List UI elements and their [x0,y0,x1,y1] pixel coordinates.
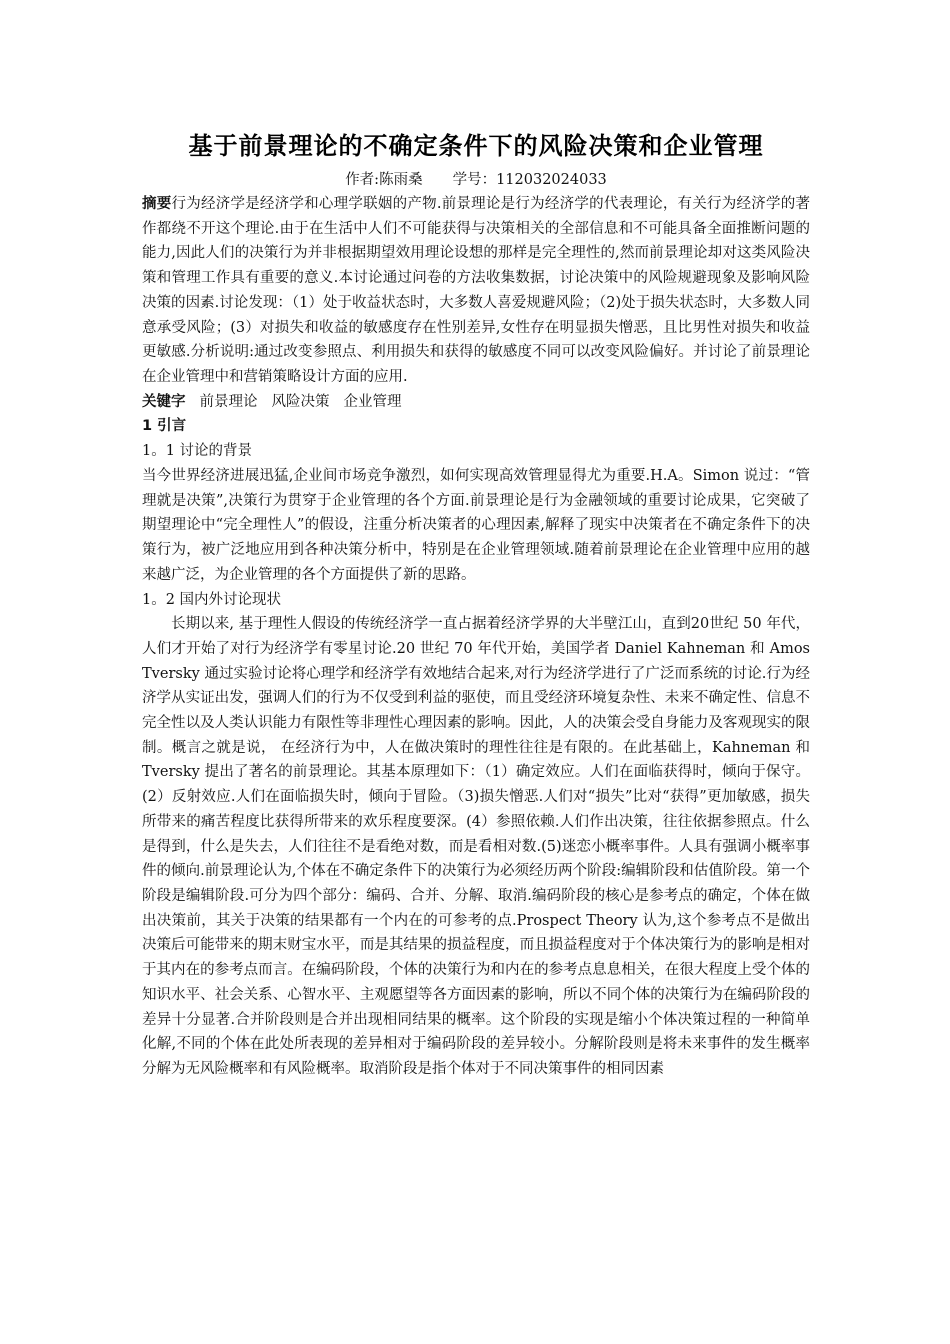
research-status-paragraph: 长期以来, 基于理性人假设的传统经济学一直占据着经济学界的大半壁江山，直到20世纪 50 年代，人们才开始了对行为经济学有零星讨论.20 世纪 70 年代开始，美国学者 Daniel Kahneman 和 Amos Tversky 通过实验讨论将心理学和经济学有效地结合起来,对行为经济学进行了广泛而系统的讨论.行为经济学从实证出发，强调人们的行为不仅受到利益的驱使，而且受经济环境复杂性、未来不确定性、信息不完全性以及人类认识能力有限性等非理性心理因素的影响。因此，人的决策会受自身能力及客观现实的限制。概言之就是说， 在经济行为中，人在做决策时的理性往往是有限的。在此基础上，Kahneman 和 Tversky 提出了著名的前景理论。其基本原理如下：（1）确定效应。人们在面临获得时，倾向于保守。(2）反射效应.人们在面临损失时，倾向于冒险。（3)损失憎恶.人们对“损失”比对“获得”更加敏感，损失所带来的痛苦程度比获得所带来的欢乐程度要深。(4）参照依赖.人们作出决策，往往依据参照点。什么是得到，什么是失去，人们往往不是看绝对数，而是看相对数.(5)迷恋小概率事件。人具有强调小概率事件的倾向.前景理论认为,个体在不确定条件下的决策行为必须经历两个阶段:编辑阶段和估值阶段。第一个阶段是编辑阶段.可分为四个部分：编码、合并、分解、取消.编码阶段的核心是参考点的确定，个体在做出决策前，其关于决策的结果都有一个内在的可参考的点.Prospect Theory 认为,这个参考点不是做出决策后可能带来的期末财宝水平，而是其结果的损益程度，而且损益程度对于个体决策行为的影响是相对于其内在的参考点而言。在编码阶段，个体的决策行为和内在的参考点息息相关，在很大程度上受个体的知识水平、社会关系、心智水平、主观愿望等各方面因素的影响，所以不同个体的决策行为在编码阶段的差异十分显著.合并阶段则是合并出现相同结果的概率。这个阶段的实现是缩小个体决策过程的一种简单化解,不同的个体在此处所表现的差异相对于编码阶段的差异较小。分解阶段则是将未来事件的发生概率分解为无风险概率和有风险概率。取消阶段是指个体对于不同决策事件的相同因素 [142,616,810,1077]
document-title: 基于前景理论的不确定条件下的风险决策和企业管理 [188,132,764,160]
keywords-label: 关键字 [142,393,186,410]
section-heading-introduction: 1 引言 [142,418,187,435]
keyword-item: 前景理论 [199,393,258,410]
background-paragraph: 当今世界经济进展迅猛,企业间市场竞争激烈，如何实现高效管理显得尤为重要.H.A。Simon 说过：“管理就是决策”,决策行为贯穿于企业管理的各个方面.前景理论是行为金融领域的重要讨论成果，它突破了期望理论中“完全理性人”的假设，注重分析决策者的心理因素,解释了现实中决策者在不确定条件下的决策行为，被广泛地应用到各种决策分析中，特别是在企业管理领域.随着前景理论在企业管理中应用的越来越广泛，为企业管理的各个方面提供了新的思路。 [142,468,810,583]
author-name: 作者:陈雨桑 [345,172,423,188]
subsection-heading-research-status: 1。2 国内外讨论现状 [142,591,282,608]
abstract-label: 摘要 [142,196,172,212]
author-line [142,170,810,190]
document-content [142,130,810,1082]
abstract-text: 行为经济学是经济学和心理学联姻的产物.前景理论是行为经济学的代表理论，有关行为经济学的著作都绕不开这个理论.由于在生活中人们不可能获得与决策相关的全部信息和不可能具备全面推断问题的能力,因此人们的决策行为并非根据期望效用理论设想的那样是完全理性的,然而前景理论却对这类风险决策和管理工作具有重要的意义.本讨论通过问卷的方法收集数据，讨论决策中的风险规避现象及影响风险决策的因素.讨论发现：（1）处于收益状态时，大多数人喜爱规避风险；（2)处于损失状态时，大多数人同意承受风险；(3）对损失和收益的敏感度存在性别差异,女性存在明显损失憎恶，且比男性对损失和收益更敏感.分析说明:通过改变参照点、利用损失和获得的敏感度不同可以改变风险偏好。并讨论了前景理论在企业管理中和营销策略设计方面的应用. [142,196,810,385]
student-id: 学号：112032024033 [452,172,607,188]
keyword-item: 企业管理 [343,393,402,410]
keywords-line [142,390,810,415]
subsection-heading-background: 1。1 讨论的背景 [142,443,253,460]
keyword-item: 风险决策 [271,393,330,410]
abstract-paragraph [142,192,810,390]
